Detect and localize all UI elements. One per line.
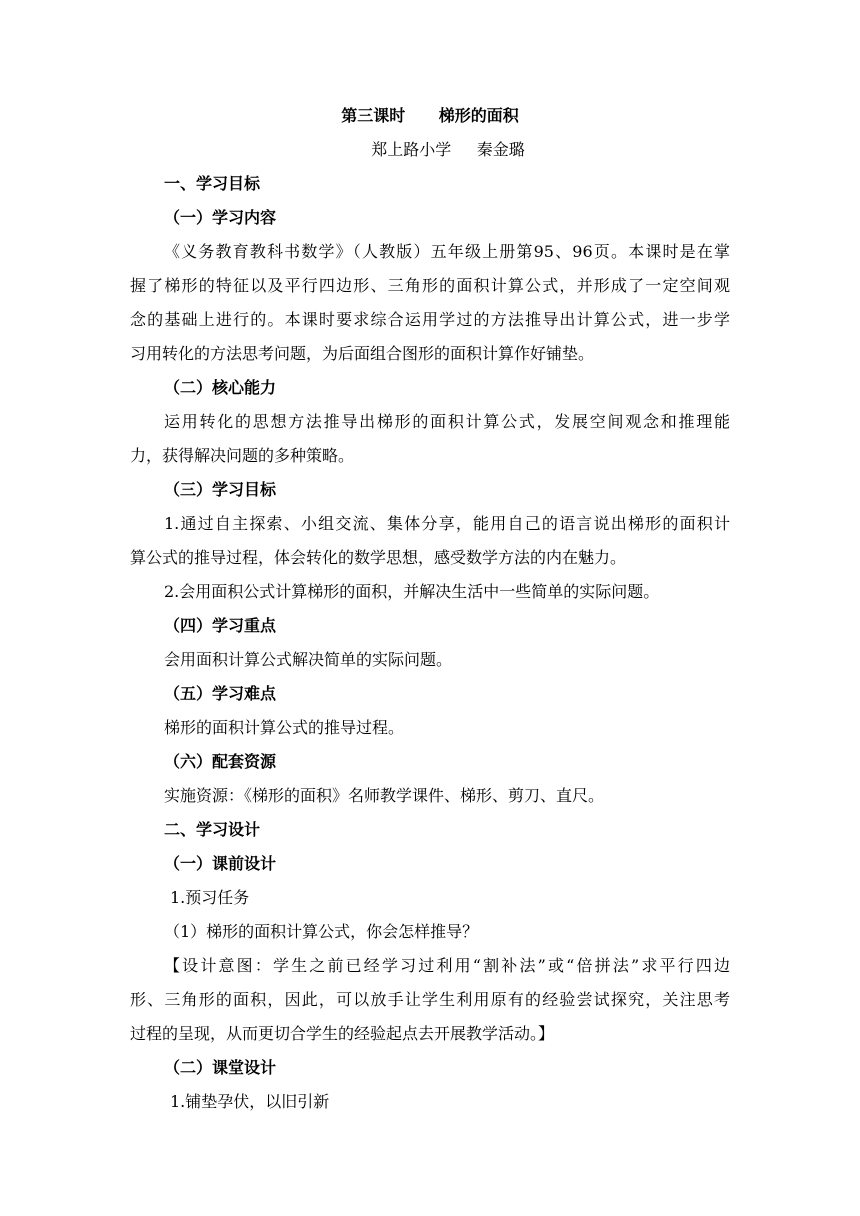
paragraph-line: 过程的呈现，从而更切合学生的经验起点去开展教学活动。】 [130, 1024, 555, 1043]
paragraph-line: 力，获得解决问题的多种策略。 [130, 446, 355, 465]
subsection-heading-key-points: （四）学习重点 [164, 616, 277, 635]
paragraph-line: 念的基础上进行的。本课时要求综合运用学过的方法推导出计算公式，进一步学 [130, 310, 730, 329]
paragraph-line: 算公式的推导过程，体会转化的数学思想，感受数学方法的内在魅力。 [130, 548, 627, 567]
author-line: 郑上路小学 秦金璐 [371, 140, 525, 159]
section-heading-design: 二、学习设计 [164, 820, 261, 839]
paragraph-line: 1.铺垫孕伏，以旧引新 [170, 1092, 330, 1111]
subsection-heading-objectives: （三）学习目标 [164, 480, 277, 499]
paragraph-line: 1.通过自主探索、小组交流、集体分享，能用自己的语言说出梯形的面积计 [164, 514, 730, 533]
paragraph-line: 梯形的面积计算公式的推导过程。 [164, 718, 405, 737]
section-heading-goals: 一、学习目标 [164, 174, 261, 193]
paragraph-line: 握了梯形的特征以及平行四边形、三角形的面积计算公式，并形成了一定空间观 [130, 276, 730, 295]
subsection-heading-content: （一）学习内容 [164, 208, 277, 227]
paragraph-line: 会用面积计算公式解决简单的实际问题。 [164, 650, 453, 669]
lesson-title: 第三课时 梯形的面积 [341, 106, 519, 125]
paragraph-line: （1）梯形的面积计算公式，你会怎样推导？ [164, 922, 479, 941]
paragraph-line: 实施资源：《梯形的面积》名师教学课件、梯形、剪刀、直尺。 [164, 786, 605, 805]
subsection-heading-difficulties: （五）学习难点 [164, 684, 277, 703]
paragraph-line: 形、三角形的面积，因此，可以放手让学生利用原有的经验尝试探究，关注思考 [130, 990, 730, 1009]
subsection-heading-pre-class: （一）课前设计 [164, 854, 277, 873]
subsection-heading-ability: （二）核心能力 [164, 378, 277, 397]
paragraph-line: 《义务教育教科书数学》（人教版）五年级上册第95、96页。本课时是在掌 [164, 242, 730, 261]
paragraph-line: 运用转化的思想方法推导出梯形的面积计算公式，发展空间观念和推理能 [164, 412, 730, 431]
paragraph-line: 【设计意图：学生之前已经学习过利用“割补法”或“倍拼法”求平行四边 [164, 956, 730, 975]
paragraph-line: 习用转化的方法思考问题，为后面组合图形的面积计算作好铺垫。 [130, 344, 595, 363]
subsection-heading-in-class: （二）课堂设计 [164, 1058, 277, 1077]
paragraph-line: 2.会用面积公式计算梯形的面积，并解决生活中一些简单的实际问题。 [164, 582, 660, 601]
subsection-heading-resources: （六）配套资源 [164, 752, 277, 771]
paragraph-line: 1.预习任务 [170, 888, 250, 907]
